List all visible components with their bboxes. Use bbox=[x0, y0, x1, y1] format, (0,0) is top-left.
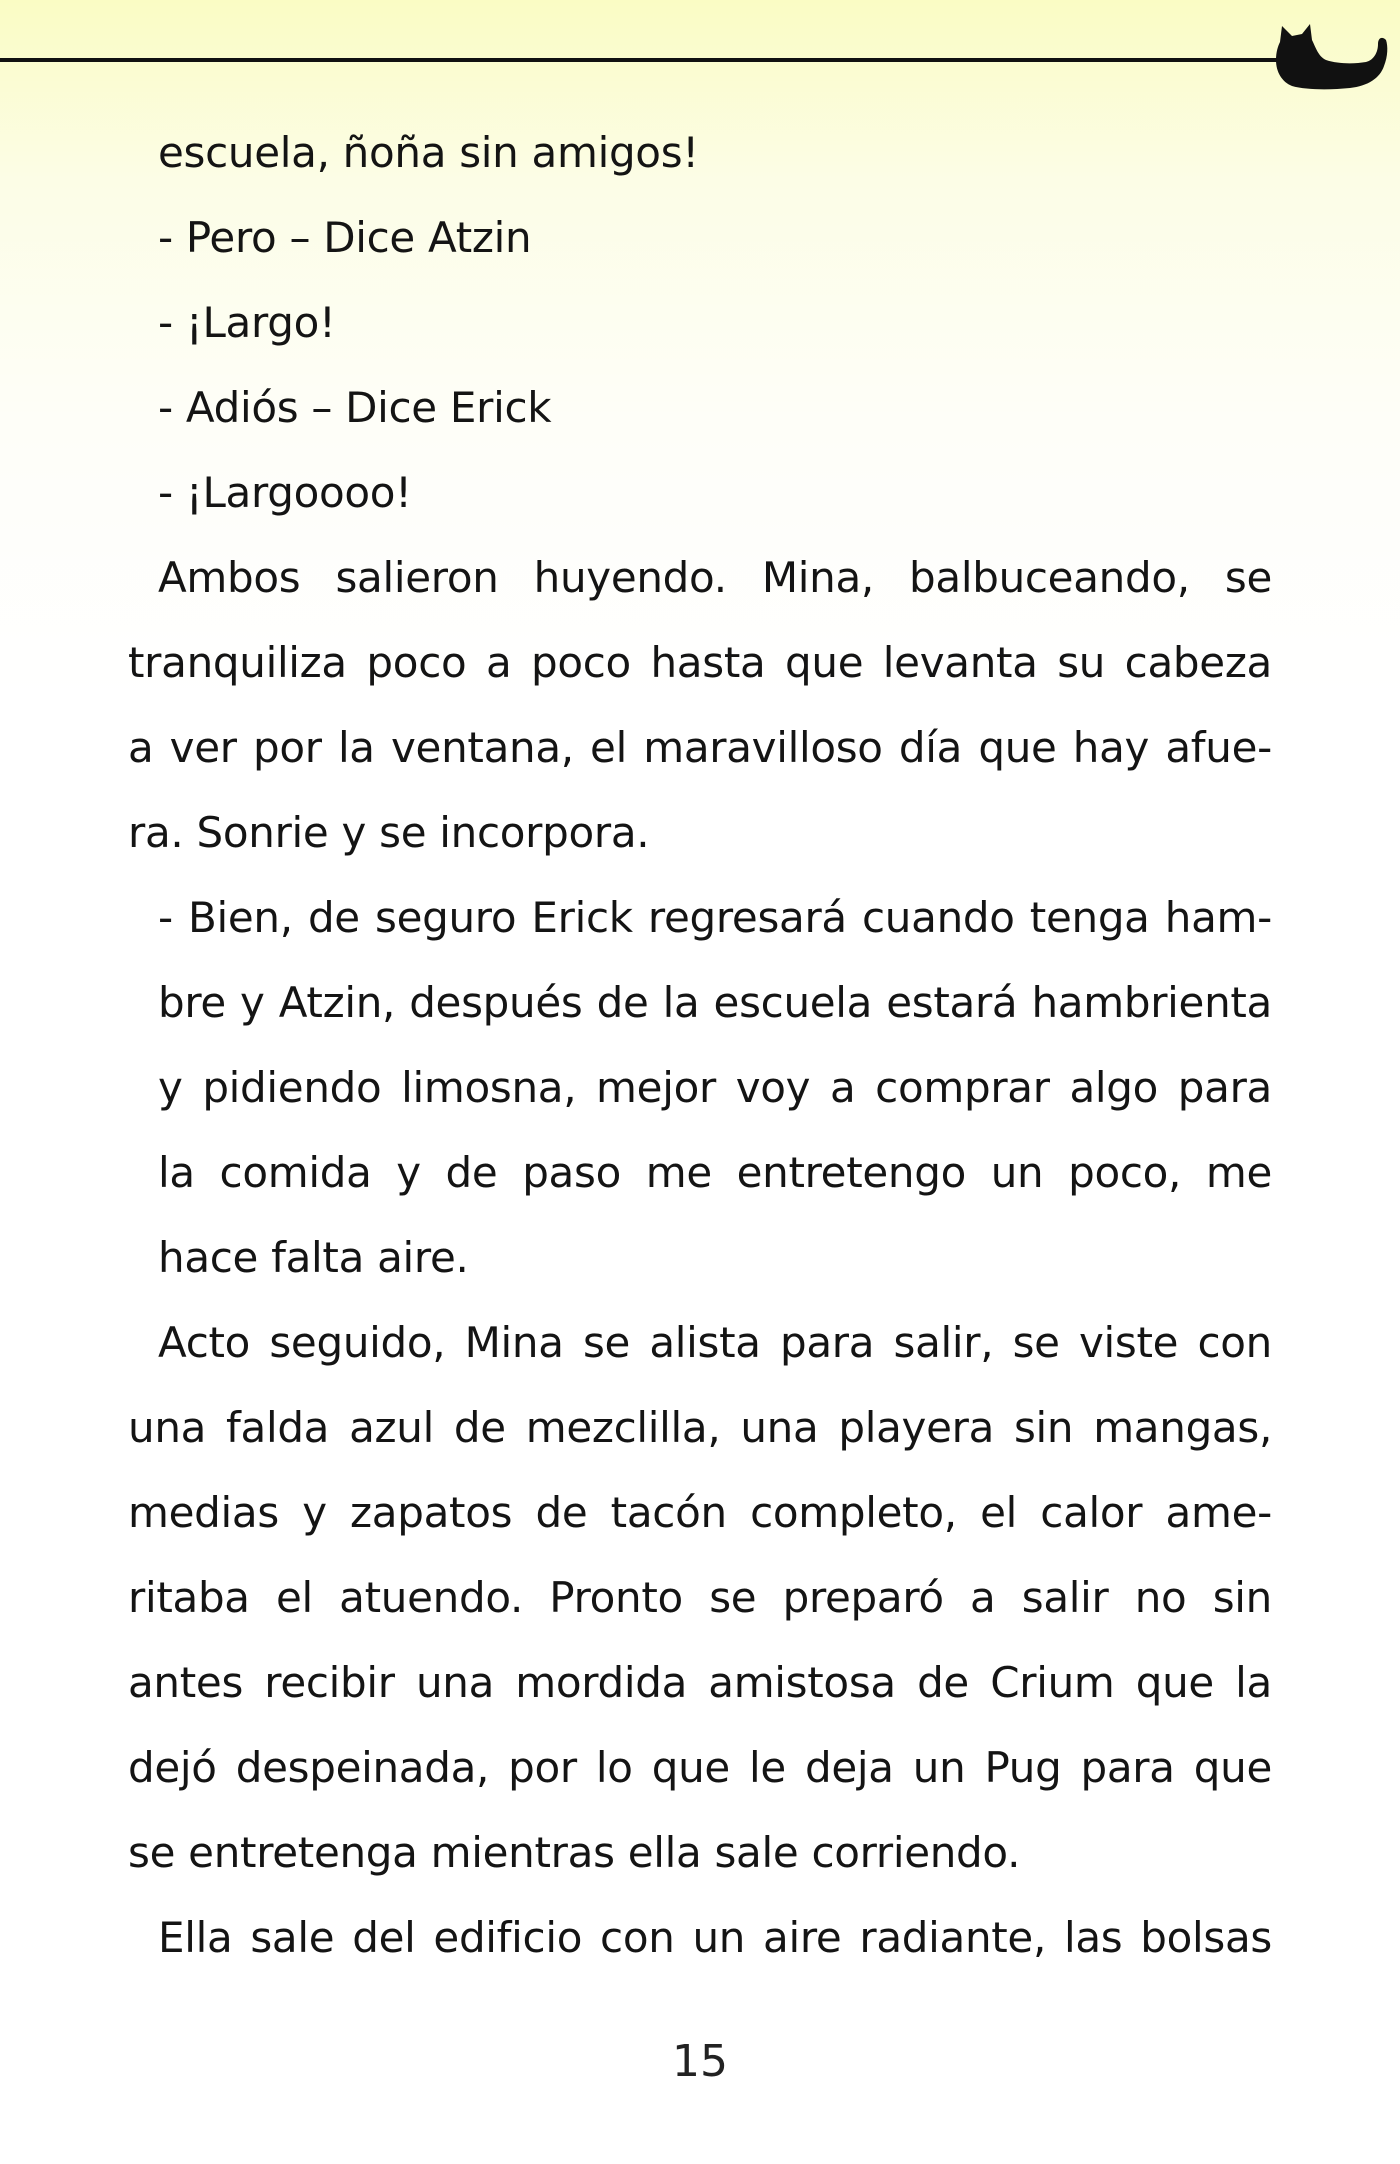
text-line: se entretenga mientras ella sale corriendo. bbox=[128, 1828, 1021, 1877]
text-line: dejó despeinada, por lo que le deja un Pug para que bbox=[128, 1743, 1272, 1792]
text-line: Acto seguido, Mina se alista para salir, se viste con bbox=[158, 1318, 1272, 1367]
page-number: 15 bbox=[672, 2036, 728, 2087]
text-line: hace falta aire. bbox=[158, 1233, 469, 1282]
cat-silhouette-icon bbox=[1270, 22, 1390, 92]
text-line: bre y Atzin, después de la escuela estará hambrienta bbox=[158, 978, 1272, 1027]
text-line: tranquiliza poco a poco hasta que levanta su cabeza bbox=[128, 638, 1272, 687]
text-line: ritaba el atuendo. Pronto se preparó a salir no sin bbox=[128, 1573, 1272, 1622]
text-line: Ella sale del edificio con un aire radiante, las bolsas bbox=[158, 1913, 1272, 1962]
dialogue-line: - Pero – Dice Atzin bbox=[158, 213, 532, 262]
text-line: escuela, ñoña sin amigos! bbox=[158, 128, 699, 177]
text-line: a ver por la ventana, el maravilloso día que hay afue- bbox=[128, 723, 1272, 772]
dialogue-line: - ¡Largoooo! bbox=[158, 468, 412, 517]
body-text bbox=[128, 110, 1272, 1980]
text-line: - Bien, de seguro Erick regresará cuando tenga ham- bbox=[158, 893, 1272, 942]
text-line: Ambos salieron huyendo. Mina, balbuceando, se bbox=[158, 553, 1272, 602]
header-rule bbox=[0, 58, 1278, 62]
text-line: antes recibir una mordida amistosa de Crium que la bbox=[128, 1658, 1272, 1707]
text-line: y pidiendo limosna, mejor voy a comprar algo para bbox=[158, 1063, 1272, 1112]
text-line: medias y zapatos de tacón completo, el calor ame- bbox=[128, 1488, 1272, 1537]
dialogue-line: - ¡Largo! bbox=[158, 298, 336, 347]
dialogue-line: - Adiós – Dice Erick bbox=[158, 383, 552, 432]
text-line: la comida y de paso me entretengo un poco, me bbox=[158, 1148, 1272, 1197]
text-line: una falda azul de mezclilla, una playera sin mangas, bbox=[128, 1403, 1272, 1452]
text-line: ra. Sonrie y se incorpora. bbox=[128, 808, 650, 857]
